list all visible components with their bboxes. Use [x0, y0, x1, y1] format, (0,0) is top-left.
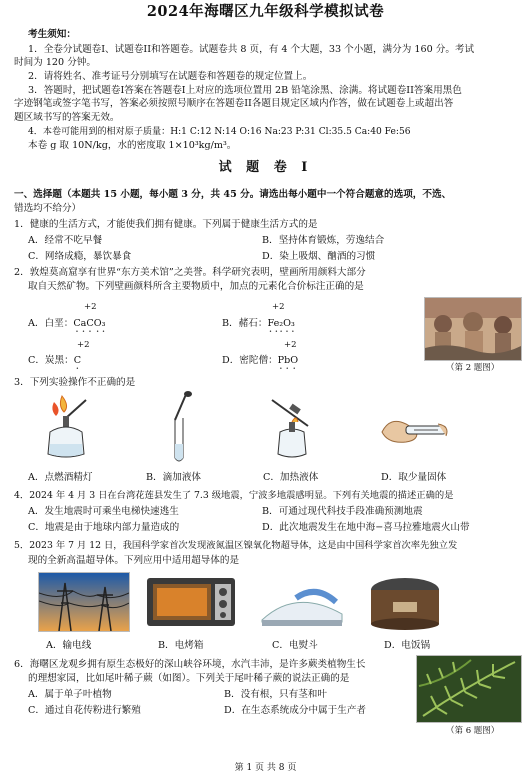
notice-line: 本卷 g 取 10N/kg，水的密度取 1×10³kg/m³。: [28, 140, 237, 151]
part-heading: 一、选择题（本题共 15 小题，每小题 3 分，共 45 分。请选出每小题中一个符合题意的选项，不选、: [14, 189, 452, 200]
q3-option-c: C．加热液体: [263, 472, 319, 483]
rice-cooker-image: [365, 574, 445, 632]
section-title: 试 题 卷 I: [218, 160, 313, 175]
q1-option-b: B．坚持体育锻炼，劳逸结合: [262, 235, 385, 246]
notice-line: 题区域书写的答案无效。: [14, 112, 120, 123]
q5-option-d: D．电饭锅: [384, 640, 431, 651]
notice-line: 字迹钢笔或签字笔书写，答案必须按照号顺序在答题卷II各题目规定区域内作答，做在试题卷上或超出答: [14, 98, 454, 109]
figure-caption: （第 6 题图）: [446, 726, 500, 736]
notice-heading: 考生须知：: [28, 29, 76, 40]
question-5-stem: 5．2023 年 7 月 12 日，我国科学家首次发现液氮温区镍氧化物超导体，这是由中国科学家首次率先独立发: [14, 540, 458, 551]
page-title: 2024年海曙区九年级科学模拟试卷: [146, 3, 385, 20]
q2-d-valence: +2: [284, 340, 297, 350]
q2-c-valence: +2: [77, 340, 90, 350]
question-1-stem: 1．健康的生活方式，才能使我们拥有健康。下列属于健康生活方式的是: [14, 219, 318, 230]
question-6-stem: 6．海曙区龙观乡拥有原生态极好的深山峡谷环境，水汽丰沛，是许多蕨类植物生长: [14, 659, 366, 670]
q5-option-b: B．电烤箱: [158, 640, 204, 651]
mural-image: [424, 297, 522, 361]
fern-image: [416, 655, 522, 723]
q4-option-c: C．地震是由于地球内部力量造成的: [28, 522, 180, 533]
figure-caption: （第 2 题图）: [446, 363, 500, 373]
q4-option-d: D．此次地震发生在地中海−喜马拉雅地震火山带: [262, 522, 470, 533]
q6-option-b: B．没有根，只有茎和叶: [224, 689, 327, 700]
question-6-stem-cont: 的理想家园，比如尾叶稀子蕨（如图）。下列关于尾叶稀子蕨的说法正确的是: [28, 673, 350, 684]
q3-option-a: A．点燃酒精灯: [28, 472, 93, 483]
question-4-stem: 4．2024 年 4 月 3 日在台湾花莲县发生了 7.3 级地震，宁波多地震感明显。下列有关地震的描述正确的是: [14, 490, 454, 501]
q3-option-d: D．取少量固体: [381, 472, 447, 483]
part-heading-cont: 错选均不给分）: [14, 203, 82, 214]
heating-liquid-image: [262, 392, 320, 462]
question-2-stem: 2．敦煌莫高窟享有世界“东方美术馆”之美誉。科学研究表明，壁画所用颜料大部分: [14, 267, 366, 278]
q1-option-a: A．经常不吃早餐: [28, 235, 103, 246]
q6-option-d: D．在生态系统成分中属于生产者: [224, 705, 367, 716]
question-3-stem: 3．下列实验操作不正确的是: [14, 377, 136, 388]
q2-option-b: B．赭石：Fe₂O₃: [222, 318, 295, 329]
power-line-image: [38, 572, 130, 632]
solid-sampling-image: [376, 410, 452, 450]
q2-a-valence: +2: [84, 302, 97, 312]
question-2-stem-cont: 取自天然矿物。下列壁画颜料所含主要物质中，加点的元素化合价标注正确的是: [28, 281, 364, 292]
q4-option-b: B．可通过现代科技手段准确预测地震: [262, 506, 423, 517]
alcohol-lamp-image: [36, 392, 96, 462]
question-5-stem-cont: 现的全新高温超导体。下列应用中适用超导体的是: [28, 555, 240, 566]
dropper-tube-image: [165, 390, 205, 464]
q2-b-valence: +2: [272, 302, 285, 312]
electric-iron-image: [256, 578, 348, 630]
notice-line: 时间为 120 分钟。: [14, 57, 96, 68]
notice-line: 2．请将姓名、准考证号分别填写在试题卷和答题卷的规定位置上。: [28, 71, 313, 82]
q5-option-c: C．电熨斗: [272, 640, 318, 651]
q3-option-b: B．滴加液体: [146, 472, 202, 483]
q6-option-a: A．属于单子叶植物: [28, 689, 112, 700]
q2-option-c: C．炭黑：C: [28, 355, 82, 366]
notice-line: 4．本卷可能用到的相对原子质量：H:1 C:12 N:14 O:16 Na:23 P:31 Cl:35.5 Ca:40 Fe:56: [28, 127, 411, 137]
page-footer: 第 1 页 共 8 页: [234, 763, 297, 773]
q2-option-d: D．密陀僧：PbO: [222, 355, 299, 366]
q4-option-a: A．发生地震时可乘坐电梯快速逃生: [28, 506, 179, 517]
notice-line: 1．全卷分试题卷I、试题卷II和答题卷。试题卷共 8 页，有 4 个大题，33 个小题，满分为 160 分。考试: [28, 44, 475, 55]
q5-option-a: A．输电线: [46, 640, 92, 651]
q1-option-c: C．网络成瘾，暴饮暴食: [28, 251, 132, 262]
notice-line: 3．答题时，把试题卷I答案在答题卷I上对应的选项位置用 2B 铅笔涂黑、涂满。将试题卷II答案用黑色: [28, 85, 462, 96]
q6-option-c: C．通过自花传粉进行繁殖: [28, 705, 141, 716]
q2-option-a: A．白垩：CaCO₃: [28, 318, 106, 329]
electric-oven-image: [145, 574, 237, 630]
q1-option-d: D．染上吸烟、酗酒的习惯: [262, 251, 376, 262]
